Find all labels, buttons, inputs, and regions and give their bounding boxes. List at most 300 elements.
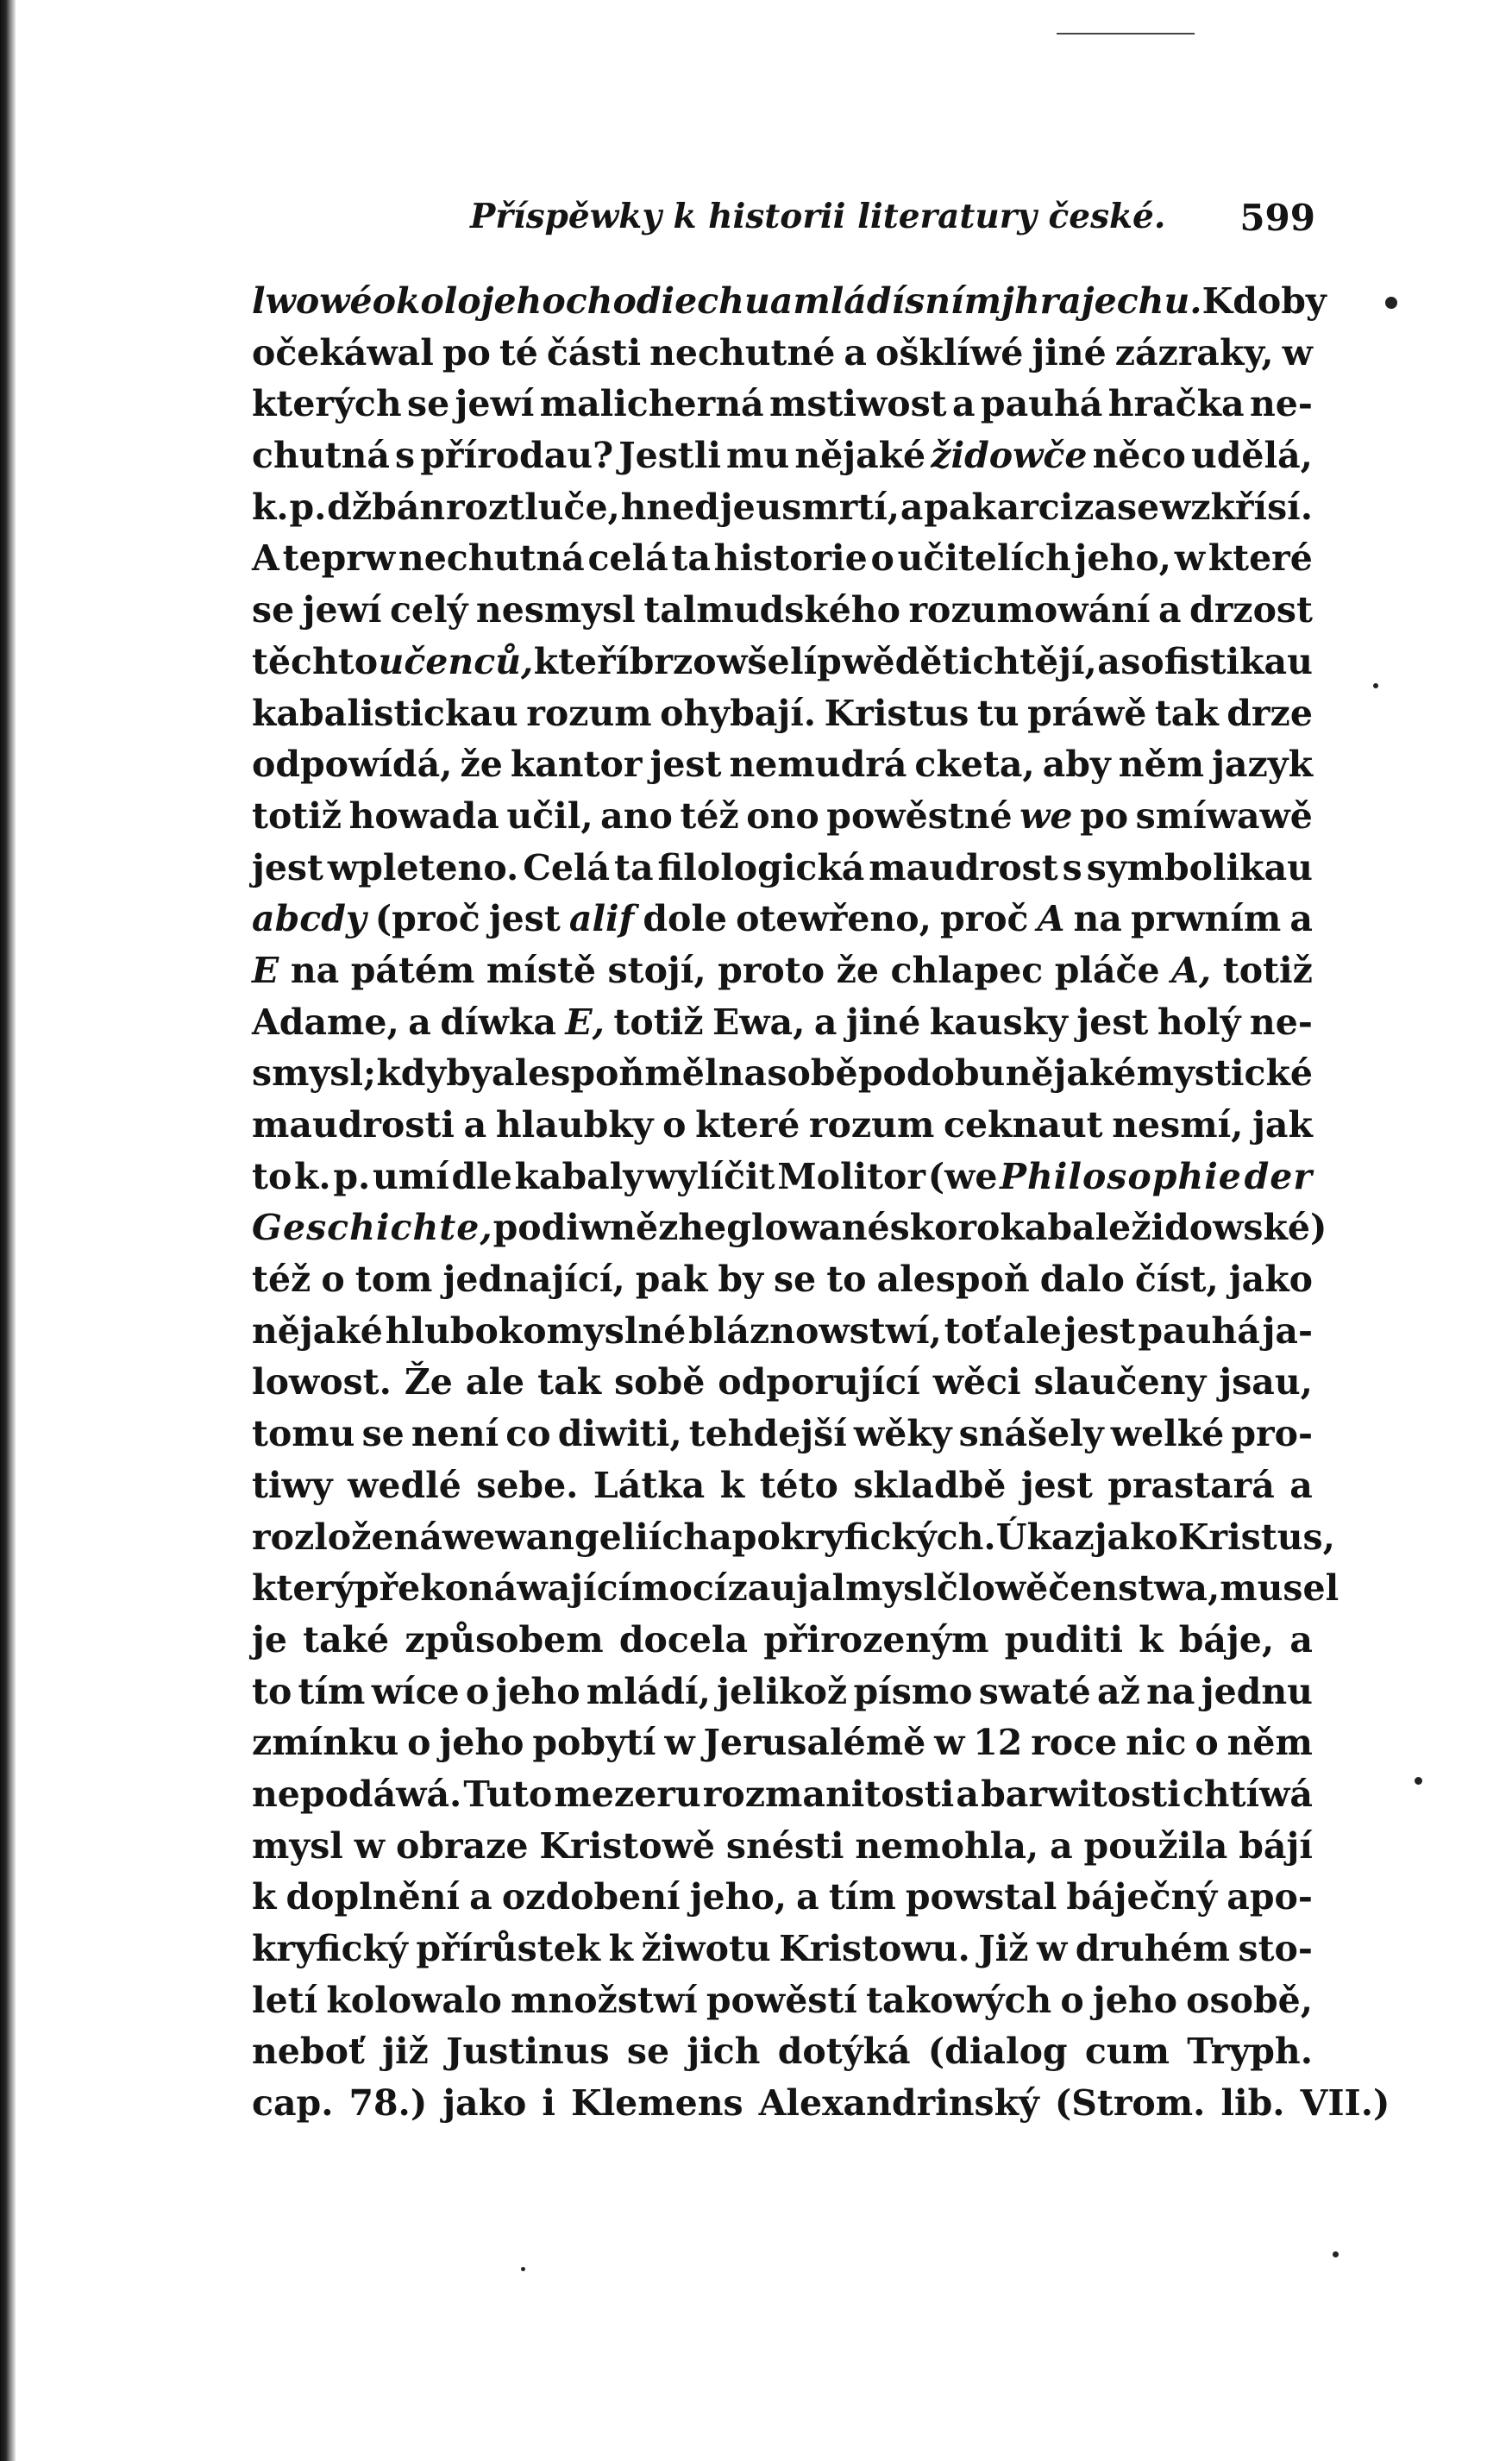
word: wzkřísí. (1159, 486, 1313, 528)
word: tím (828, 1876, 896, 1918)
word: slaučeny (1033, 1361, 1207, 1403)
word: učil, (506, 794, 593, 837)
word: něm (1118, 744, 1205, 786)
text-line (252, 637, 1313, 688)
word: Jestli (618, 435, 721, 477)
word: chodiechu (565, 280, 770, 322)
word: mládí (793, 280, 906, 322)
word: o (870, 537, 894, 580)
word: Že (404, 1361, 453, 1403)
word: a (796, 1876, 819, 1918)
text-line (252, 843, 1313, 895)
word: w (934, 1722, 965, 1764)
word: rozložená (252, 1516, 442, 1558)
word: a (956, 1773, 979, 1815)
word: umí (373, 1155, 449, 1197)
word: ewangeliích (473, 1516, 710, 1558)
scan-artifact-rule (1057, 33, 1195, 35)
word: a (844, 331, 867, 374)
word: a (469, 1876, 492, 1918)
word: roce (1031, 1722, 1118, 1764)
word: jak (1252, 1104, 1313, 1146)
word: džbán (327, 486, 446, 528)
text-line (252, 1254, 1313, 1306)
word: historie (713, 537, 868, 580)
word: nesmí, (1112, 1104, 1244, 1146)
word: množstwí (511, 1979, 698, 2021)
word: a (1097, 640, 1120, 682)
scan-speck (521, 2267, 525, 2271)
word: w (1174, 537, 1205, 580)
word: způsobem (405, 1618, 604, 1661)
word: o (1195, 1722, 1219, 1764)
word: které (695, 1104, 800, 1146)
word: kabalistickau (252, 692, 518, 734)
word: totiž (613, 1001, 704, 1043)
text-line (252, 791, 1313, 843)
word: powstal (905, 1876, 1057, 1918)
text-line (252, 533, 1313, 585)
word: prwním (1130, 898, 1282, 940)
word: s (1062, 846, 1082, 888)
word: zaujal (727, 1567, 846, 1610)
word: i (542, 2082, 555, 2125)
text-line (252, 1872, 1313, 1924)
word: učenců, (378, 640, 534, 682)
word: Tryph. (1187, 2031, 1313, 2073)
word: jelikož (717, 1670, 848, 1712)
word: Tuto (463, 1773, 553, 1815)
word: nesmysl (475, 589, 636, 631)
word: ale (1002, 1309, 1062, 1352)
word: welké (1110, 1413, 1225, 1455)
word: to (252, 1670, 292, 1712)
text-line (252, 1512, 1335, 1564)
word: nechutné (649, 331, 836, 374)
word: kantor (510, 744, 643, 786)
word: že (460, 744, 503, 786)
word: wpleteno. (327, 846, 519, 888)
word: se (361, 1413, 405, 1455)
word: nějaké (1005, 1052, 1137, 1095)
word: Klemens (570, 2082, 743, 2125)
word: hračka (1107, 383, 1245, 425)
word: jhrajechu. (1001, 280, 1202, 322)
word: nic (1126, 1722, 1187, 1764)
word: přírůstek (416, 1928, 601, 1969)
word: nemudrá (729, 744, 907, 786)
word: chtějí, (972, 640, 1097, 682)
word: brzo (629, 640, 717, 682)
word: učitelích (897, 537, 1071, 580)
word: w (664, 1722, 695, 1764)
word: w (1036, 1928, 1068, 1969)
word: tomu (252, 1413, 355, 1455)
running-title: Příspěwky k historii literatury české. (470, 197, 1166, 236)
word: wylíčit (645, 1155, 775, 1197)
word: abcdy (252, 898, 367, 940)
word: p. (333, 1155, 371, 1197)
word: k. (252, 486, 289, 528)
word: w (442, 1516, 474, 1558)
word: doplnění (285, 1876, 461, 1918)
word: aby (1042, 744, 1111, 786)
word: a (1050, 1824, 1073, 1867)
word: Geschichte, (252, 1207, 493, 1249)
word: A (252, 537, 279, 580)
word: jednu (1201, 1670, 1313, 1712)
word: ta (614, 846, 654, 888)
text-line (252, 1152, 1313, 1203)
word: we (1020, 794, 1073, 837)
text-line (252, 1563, 1339, 1615)
word: toť (944, 1309, 1001, 1352)
word: w (1282, 331, 1313, 374)
word: kdyby (376, 1052, 492, 1095)
word: celá (587, 537, 668, 580)
word: odpowídá, (252, 744, 453, 786)
word: Jerusalémě (703, 1722, 926, 1764)
word: ne- (1249, 1001, 1313, 1043)
word: s (395, 435, 416, 477)
word: proč (939, 898, 1029, 940)
word: je (719, 486, 756, 528)
word: rozmanitosti (702, 1773, 955, 1815)
word: s (905, 280, 925, 322)
word: docela (618, 1618, 749, 1661)
word: židowče (931, 435, 1088, 477)
word: mu (726, 435, 790, 477)
word: se (626, 2031, 670, 2073)
word: 12 (973, 1722, 1023, 1764)
word: až (1097, 1670, 1140, 1712)
word: tak (1154, 692, 1219, 734)
word: jest (1020, 1464, 1093, 1506)
word: nepodáwá. (252, 1773, 462, 1815)
text-line (252, 1717, 1313, 1769)
word: něco (1092, 435, 1186, 477)
word: A, (1171, 949, 1212, 991)
scan-speck (1385, 297, 1397, 309)
text-line (252, 328, 1313, 380)
word: jiné (1032, 331, 1107, 374)
word: Kdoby (1201, 280, 1327, 322)
word: o (321, 1259, 345, 1301)
word: Již (978, 1928, 1029, 1969)
word: to (826, 1259, 867, 1301)
word: 78.) (348, 2082, 428, 2125)
word: ne- (1249, 383, 1313, 425)
word: howada (348, 794, 499, 837)
word: a (900, 486, 924, 528)
word: alespoň (492, 1052, 645, 1095)
word: Kristowu. (779, 1928, 970, 1969)
word: nechutná (398, 537, 585, 580)
word: musel (1220, 1567, 1339, 1610)
word: a (1289, 1618, 1313, 1661)
word: apo- (1227, 1876, 1313, 1918)
word: skoro (889, 1207, 1001, 1249)
word: přirozeným (763, 1618, 989, 1661)
word: udělá, (1190, 435, 1313, 477)
word: sofistikau (1120, 640, 1313, 682)
word: E, (565, 1001, 605, 1043)
word: o (1060, 1979, 1084, 2021)
word: a (1158, 589, 1182, 631)
word: Molitor (777, 1155, 926, 1197)
word: jest (1076, 1001, 1149, 1043)
word: by (718, 1259, 763, 1301)
page-number: 599 (1239, 197, 1315, 239)
word: také (303, 1618, 390, 1661)
word: části (546, 331, 642, 374)
word: alespoň (876, 1259, 1030, 1301)
word: dotýká (777, 2031, 911, 2073)
word: swaté (978, 1670, 1091, 1712)
word: usmrtí, (756, 486, 900, 528)
word: jako (1228, 1259, 1313, 1301)
word: hlubokomyslné (385, 1309, 687, 1352)
word: lowost. (252, 1361, 392, 1403)
word: sobě (767, 1052, 858, 1095)
word: otewřeno, (736, 898, 932, 940)
word: dalo (1039, 1259, 1125, 1301)
word: obraze (395, 1824, 529, 1867)
word: na (1073, 898, 1122, 940)
word: puditi (1004, 1618, 1123, 1661)
word: jest (1063, 1309, 1136, 1352)
word: k (719, 1464, 745, 1506)
word: k. (293, 1155, 331, 1197)
word: tak (537, 1361, 602, 1403)
word: ceknaut (943, 1104, 1103, 1146)
word: bájí (1239, 1824, 1313, 1867)
word: jich (687, 2031, 761, 2073)
text-line (252, 430, 1313, 482)
word: písmo (853, 1670, 973, 1712)
word: Kristowě (539, 1824, 715, 1867)
word: o (407, 1722, 431, 1764)
word: (proč (374, 898, 480, 940)
word: mládí, (586, 1670, 711, 1712)
text-line (252, 1667, 1313, 1718)
word: o (465, 1670, 490, 1712)
word: Ewa, (712, 1001, 806, 1043)
word: kteří (533, 640, 630, 682)
word: té (499, 331, 538, 374)
word: jeho (439, 1722, 524, 1764)
word: k (608, 1928, 633, 1969)
word: jewí (455, 383, 535, 425)
word: židowské) (1131, 1207, 1327, 1249)
word: E (252, 949, 279, 991)
word: osobě, (1186, 1979, 1313, 2021)
page-edge-shadow (0, 0, 16, 2461)
word: podobu (857, 1052, 1006, 1095)
word: arci (996, 486, 1074, 528)
word: pobytí (532, 1722, 656, 1764)
text-line (252, 1306, 1313, 1358)
word: wěděti (842, 640, 972, 682)
text-line (252, 1202, 1327, 1254)
text-line (252, 2078, 1390, 2130)
word: (dialog (927, 2031, 1068, 2073)
word: mysl (252, 1824, 343, 1867)
word: lib. (1220, 2082, 1285, 2125)
word: totiž (1222, 949, 1313, 991)
word: jewí (302, 589, 382, 631)
word: Kristus, (1177, 1516, 1335, 1558)
word: které (1208, 537, 1313, 580)
word: (Strom. (1054, 2082, 1206, 2125)
word: ohybají. (660, 692, 817, 734)
word: kolowalo (326, 1979, 502, 2021)
word: dole (643, 898, 727, 940)
word: líp (789, 640, 842, 682)
word: a (951, 383, 976, 425)
word: zmínku (252, 1722, 399, 1764)
text-line (252, 1048, 1313, 1100)
word: totiž (252, 794, 342, 837)
text-line (252, 1615, 1313, 1667)
word: člowěčenstwa, (936, 1567, 1220, 1610)
word: barwitosti (981, 1773, 1181, 1815)
word: Adame, (252, 1001, 399, 1043)
word: tím (298, 1670, 366, 1712)
word: místě (486, 949, 596, 991)
scan-speck (1415, 1777, 1422, 1785)
word: překonáwající (354, 1567, 632, 1610)
word: wěky (853, 1413, 952, 1455)
word: chtíwá (1182, 1773, 1313, 1815)
word: jsau, (1219, 1361, 1313, 1403)
scan-speck (1373, 683, 1378, 688)
word: der (1244, 1155, 1313, 1197)
word: a (463, 1104, 487, 1146)
word: ním (925, 280, 1001, 322)
word: mocí (631, 1567, 728, 1610)
word: cum (1084, 2031, 1170, 2073)
word: odporující (718, 1361, 920, 1403)
word: podiwně (492, 1207, 659, 1249)
word: malicherná (539, 383, 764, 425)
word: mystické (1136, 1052, 1313, 1095)
word: teprw (282, 537, 396, 580)
word: chutná (252, 435, 390, 477)
word: Kristus (824, 692, 969, 734)
text-line (252, 482, 1313, 534)
word: maudrosti (252, 1104, 455, 1146)
text-line (252, 1357, 1313, 1409)
word: wše (717, 640, 790, 682)
word: Philosophie (1000, 1155, 1242, 1197)
word: jest (252, 846, 323, 888)
word: a (1289, 1464, 1313, 1506)
word: ale (465, 1361, 525, 1403)
word: snésti (725, 1824, 844, 1867)
word: zase (1074, 486, 1160, 528)
word: filologická (657, 846, 865, 888)
word: a (769, 280, 794, 322)
word: A (1037, 898, 1065, 940)
word: dle (451, 1155, 512, 1197)
text-line (252, 739, 1313, 791)
word: přírodau? (420, 435, 614, 477)
word: tom (354, 1259, 433, 1301)
word: cketa, (914, 744, 1035, 786)
word: pauhá (980, 383, 1103, 425)
word: že (836, 949, 879, 991)
word: již (382, 2031, 429, 2073)
word: jeho (495, 1670, 580, 1712)
text-line (252, 688, 1313, 740)
word: ozdobení (501, 1876, 681, 1918)
word: VII.) (1300, 2082, 1390, 2125)
word: a (408, 1001, 431, 1043)
word: rozumowání (908, 589, 1151, 631)
word: ano (600, 794, 673, 837)
word: díwka (440, 1001, 556, 1043)
word: se (407, 383, 450, 425)
word: též (252, 1259, 311, 1301)
word: druhém (1075, 1928, 1231, 1969)
word: není (411, 1413, 499, 1455)
word: skladbě (853, 1464, 1007, 1506)
word: jest (649, 744, 722, 786)
word: na (718, 1052, 768, 1095)
word: sebe. (476, 1464, 579, 1506)
word: jako (442, 2082, 527, 2125)
word: smysl; (252, 1052, 377, 1095)
word: pauhá (1138, 1309, 1260, 1352)
word: Celá (523, 846, 611, 888)
text-line (252, 276, 1327, 328)
word: takowých (866, 1979, 1052, 2021)
word: kausky (929, 1001, 1068, 1043)
word: wěci (932, 1361, 1021, 1403)
word: symbolikau (1086, 846, 1313, 888)
word: této (759, 1464, 838, 1506)
word: proto (718, 949, 825, 991)
word: o (662, 1104, 687, 1146)
word: pláče (1054, 949, 1160, 991)
word: mstiwost (769, 383, 947, 425)
word: na (290, 949, 340, 991)
word: těchto (252, 640, 379, 682)
word: jeho, (1074, 537, 1171, 580)
text-line (252, 1100, 1313, 1152)
word: to (252, 1155, 292, 1197)
word: drze (1227, 692, 1313, 734)
word: powěstné (826, 794, 1013, 837)
word: p. (289, 486, 327, 528)
word: tu (976, 692, 1020, 734)
text-line (252, 379, 1313, 430)
word: letí (252, 1979, 318, 2021)
word: po (442, 331, 491, 374)
word: jazyk (1212, 744, 1313, 786)
text-line (252, 1460, 1313, 1512)
word: Úkaz (995, 1516, 1095, 1558)
word: holý (1157, 1001, 1241, 1043)
word: se (252, 589, 295, 631)
word: po (1080, 794, 1129, 837)
word: měl (644, 1052, 718, 1095)
text-line (252, 1409, 1313, 1460)
word: očekáwal (252, 331, 434, 374)
word: apokryfických. (709, 1516, 996, 1558)
word: roztluče, (445, 486, 620, 528)
